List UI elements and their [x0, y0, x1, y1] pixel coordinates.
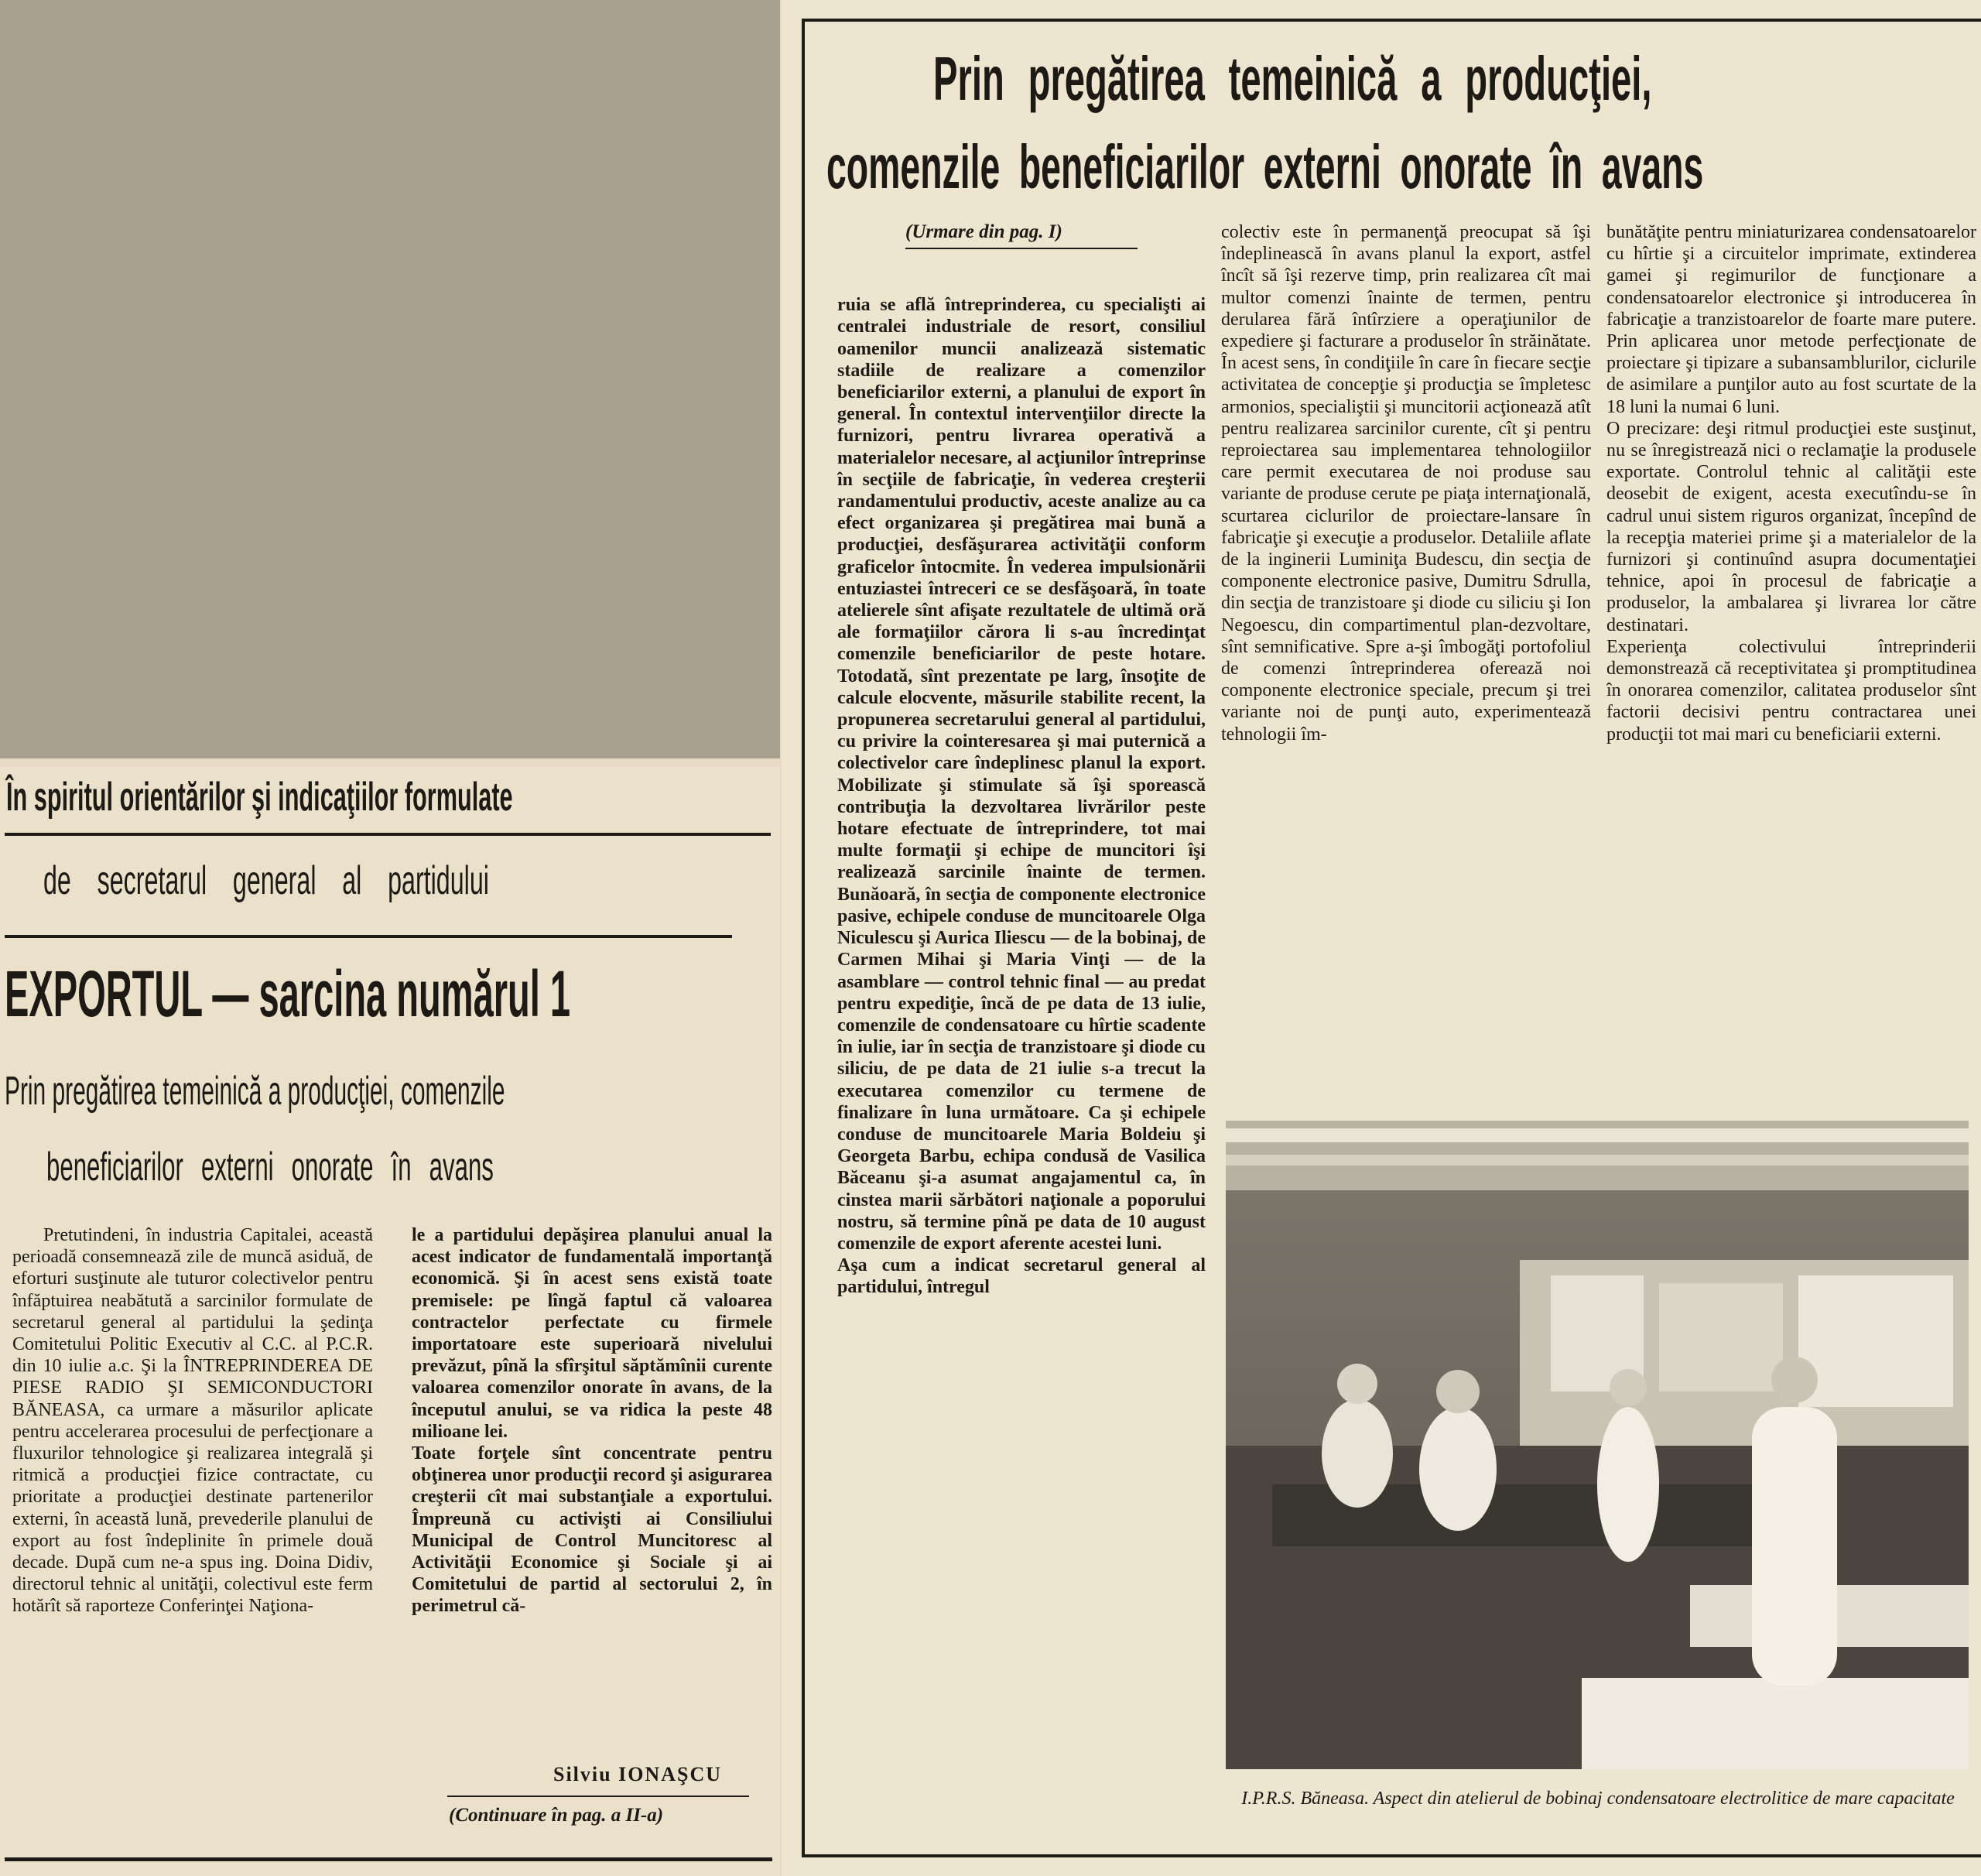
left-column-1: Pretutindeni, în industria Capitalei, această perioadă consemnează zile de muncă asiduă, de eforturi susţinute ale tuturor colectivelor pentru înfăptuirea neabătută a sarcinilor formulate de secretarul general al partidului la şedinţa Comitetului Politic Executiv al C.C. al P.C.R. din 10 iulie a.c. Şi la ÎNTREPRINDEREA DE PIESE RADIO ŞI SEMICONDUCTORI BĂNEASA, ca urmare a măsurilor aplicate pentru accelerarea procesului de perfecţionare a fluxurilor tehnologice şi realizarea integrală şi ritmică a producţiei fizice contractate, cu prioritate a producţiei destinate partenerilor externi, în această lună, prevederile planului de export au fost îndeplinite în primele două decade. După cum ne-a spus ing. Doina Didiv, directorul tehnic al unităţii, colectivul este ferm hotărît să raporteze Conferinţei Naţiona- [12, 1225, 373, 1617]
kicker-line-1: În spiritul orientărilor şi indicaţiilor formulate [6, 775, 513, 820]
right-column-1 [837, 272, 1206, 1828]
continued-note: (Continuare în pag. a II-a) [449, 1805, 664, 1826]
byline-rule [447, 1796, 749, 1797]
factory-photo-illustration [1226, 1121, 1969, 1769]
frame-left [802, 19, 805, 1857]
from-page-rule [905, 248, 1138, 249]
kicker-rule-2 [5, 935, 732, 938]
blank-gray-area [0, 0, 780, 758]
headline: EXPORTUL — sarcina numărul 1 [5, 957, 571, 1030]
photo-caption: I.P.R.S. Băneasa. Aspect din atelierul de bobinaj condensatoare electrolitice de mare capacitate [1241, 1789, 1955, 1809]
right-article-clipping [782, 0, 1981, 1876]
subhead-line-1: Prin pregătirea temeinică a producţiei, comenzile [5, 1069, 505, 1114]
left-article-clipping [0, 766, 780, 1876]
factory-photo [1226, 1121, 1969, 1769]
kicker-line-2: de secretarul general al partidului [43, 858, 489, 903]
from-page-note: (Urmare din pag. I) [905, 221, 1062, 242]
bottom-rule-left [5, 1857, 772, 1861]
right-column-1-text: ruia se află întreprinderea, cu specialişti ai centralei industriale de resort, consiliul oamenilor muncii analizează sistematic stadiile de realizare a comenzilor beneficiarilor externi, a planului de export în general. În contextul intervenţiilor directe la furnizori, pentru livrarea operativă a materialelor necesare, al acţiunilor întreprinse în secţiile de fabricaţie, în vederea creşterii randamentului productiv, aceste analize au ca efect organizarea şi pregătirea mai bună a producţiei, desfăşurarea activităţii conform graficelor întocmite. În vederea impulsionării entuziastei întreceri ce se desfăşoară, în toate atelierele sînt afişate rezultatele de ultimă oră ale formaţiilor cărora li s-au încredinţat comenzile beneficiarilor de peste hotare. Totodată, sînt prezentate pe larg, însoţite de calcule elocvente, măsurile stabilite recent, la propunerea secretarului general al partidului, cu privire la cointeresarea şi mai puternică a colectivelor care îndeplinesc planul la export. Mobilizate şi stimulate să îşi sporească contribuţia la dezvoltarea livrărilor peste hotare efectuate de întreprindere, tot mai multe formaţii şi echipe de muncitori îşi realizează sarcinile înainte de termen. Bunăoară, în secţia de componente electronice pasive, echipele conduse de muncitoarele Olga Niculescu şi Aurica Iliescu — de la bobinaj, de Carmen Mihai şi Maria Vinţi — de la asamblare — control tehnic final — au predat pentru expediţie, încă de pe data de 13 iulie, comenzile de condensatoare cu hîrtie scadente în iulie, iar în secţia de tranzistoare şi diode cu siliciu, de pe data de 21 iulie s-a trecut la executarea comenzilor cu termene de finalizare în luna următoare. Ca şi echipele conduse de muncitoarele Maria Boldeiu şi Georgeta Barbu, echipa condusă de Vasilica Băceanu şi-a asumat angajamentul ca, în cinstea marii sărbători naţionale a poporului nostru, să termine pînă pe data de 10 august comenzile de export aferente acestei luni. Aşa cum a indicat secretarul general al partidului, întregul [837, 295, 1206, 1298]
subhead-line-2: beneficiarilor externi onorate în avans [46, 1145, 494, 1190]
article-title-line-1: Prin pregătirea temeinică a producţiei, [933, 44, 1652, 113]
kicker-rule-1 [5, 833, 771, 836]
right-column-2: colectiv este în permanenţă preocupat să îşi îndeplinească în avans planul la export, astfel încît să îşi rezerve timp, prin realizarea cît mai multor comenzi înainte de termen, pentru derularea fără întîrziere a operaţiunilor de expediere şi facturare a produselor în străinătate. În acest sens, în condiţiile în care în fiecare secţie activitatea de concepţie şi producţia se împletesc armonios, specialiştii şi muncitorii acţionează atît pentru realizarea sarcinilor curente, cît şi pentru reproiectarea sau implementarea tehnologiilor care permit executarea de noi produse sau variante de produse cerute pe piaţa internaţională, scurtarea ciclurilor de proiectare-lansare în fabricaţie şi execuţie a produselor. Detaliile aflate de la inginerii Luminiţa Budescu, din secţia de componente electronice pasive, Dumitru Sdrulla, din secţia de tranzistoare şi diode cu siliciu şi Ion Negoescu, din compartimentul plan-dezvoltare, sînt semnificative. Spre a-şi îmbogăţi portofoliul de comenzi întreprinderea oferează noi componente electronice speciale, precum şi trei variante noi de punţi auto, experimentează tehnologii îm- [1221, 222, 1591, 745]
frame-top [802, 19, 1981, 22]
article-title-line-2: comenzile beneficiarilor externi onorate în avans [826, 132, 1704, 201]
right-column-3: bunătăţite pentru miniaturizarea condensatoarelor cu hîrtie şi a circuitelor imprimate, extinderea gamei şi regimurilor de funcţionare a condensatoarelor electronice şi introducerea în fabricaţie a tranzistoarelor de foarte mare putere. Prin aplicarea unor metode perfecţionate de proiectare şi tipizare a subansamblurilor, ciclurile de asimilare a punţilor auto au fost scurtate de la 18 luni la numai 6 luni. O precizare: deşi ritmul producţiei este susţinut, nu se înregistrează nici o reclamaţie la produsele exportate. Controlul tehnic al calităţii este deosebit de exigent, acesta executîndu-se în cadrul unui sistem riguros organizat, începînd de la recepţia materiei prime şi a materialelor de la furnizori şi continuînd asupra documentaţiei tehnice, apoi în procesul de fabricaţie a produselor, la ambalarea şi livrarea lor către destinatari. Experienţa colectivului întreprinderii demonstrează că receptivitatea şi promptitudinea în onorarea comenzilor, calitatea produselor sînt factorii decisivi pentru contractarea unei producţii tot mai mari cu beneficiarii externi. [1606, 222, 1976, 745]
frame-bottom [802, 1854, 1981, 1857]
byline: Silviu IONAŞCU [553, 1763, 722, 1785]
left-column-2: le a partidului depăşirea planului anual la acest indicator de fundamentală importanţă economică. Şi în acest sens există toate premisele: pe lîngă faptul că valoarea contractelor perfectate cu firmele importatoare este superioară nivelului prevăzut, pînă la sfîrşitul săptămînii curente valoarea comenzilor onorate în avans, de la începutul anului, se va ridica la peste 48 milioane lei. Toate forţele sînt concentrate pentru obţinerea unor producţii record şi asigurarea creşterii cît mai substanţiale a exportului. Împreună cu activişti ai Consiliului Municipal de Control Muncitoresc al Activităţii Economice şi Sociale şi ai Comitetului de partid al sectorului 2, în perimetrul că- [412, 1225, 772, 1617]
